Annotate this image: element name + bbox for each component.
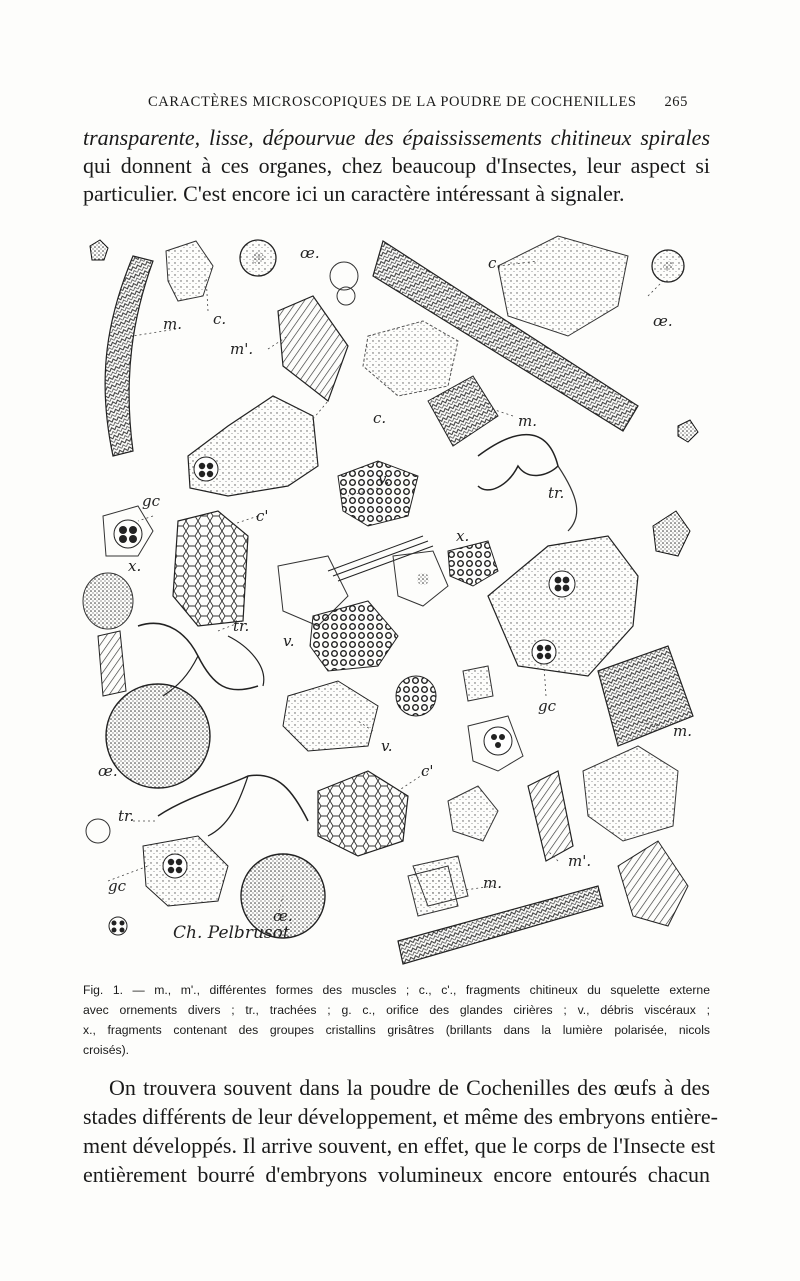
- intro-line-2: qui donnent à ces organes, chez beaucoup d'Insectes, leur aspect si: [83, 153, 710, 178]
- large-chitin-plate-with-glands: [488, 536, 638, 676]
- label-m-prime-1: m'.: [230, 340, 254, 358]
- crystal-fragment-x-left: [83, 573, 133, 629]
- gland-gc-left: [103, 506, 153, 556]
- body-line-2: stades différents de leur développement, et même des embryons entière-: [83, 1104, 718, 1129]
- label-c-1: c.: [213, 310, 227, 328]
- label-tr-1: tr.: [548, 484, 565, 502]
- label-m-prime-2: m'.: [568, 852, 592, 870]
- figure-caption: [83, 980, 710, 1060]
- label-c-prime-2: c': [421, 762, 434, 780]
- muscle-fragment-m-prime-lower: [528, 771, 573, 861]
- chitin-fragment-c-top-right: [498, 236, 628, 336]
- caption-line-1: Fig. 1. — m., m'., différentes formes des muscles ; c., c'., fragments chitineux du squelette externe: [83, 983, 710, 997]
- label-v-3: v.: [381, 737, 393, 755]
- label-x-1: x.: [456, 527, 470, 545]
- egg-oe-large: [106, 684, 210, 788]
- visceral-debris-v-center: [283, 601, 398, 751]
- small-dark-particle: [90, 240, 108, 260]
- egg-oe-right: [652, 250, 684, 282]
- egg-oe-right-lower: [484, 727, 512, 755]
- chitin-fragment-c-center: [363, 321, 458, 396]
- chitin-fragment-c-1: [166, 241, 213, 301]
- muscle-fragment-m-prime: [278, 296, 348, 401]
- label-oe-3: œ.: [98, 762, 118, 780]
- artist-signature: Ch. Pelbrusot: [173, 923, 290, 943]
- honeycomb-fragment: [396, 676, 436, 716]
- caption-line-4: croisés).: [83, 1043, 130, 1057]
- intro-line-3: particulier. C'est encore ici un caractère intéressant à signaler.: [83, 181, 625, 206]
- label-m-1: m.: [163, 315, 182, 333]
- label-oe-2: œ.: [653, 312, 673, 330]
- body-line-1: On trouvera souvent dans la poudre de Cochenilles des œufs à des: [109, 1075, 710, 1100]
- label-c-prime-1: c': [256, 507, 269, 525]
- label-m-4: m.: [483, 874, 502, 892]
- label-x-2: x.: [128, 557, 142, 575]
- egg-oe-top: [240, 240, 358, 305]
- dark-particle-far-right: [653, 511, 690, 556]
- label-v-2: v.: [283, 632, 295, 650]
- caption-line-3: x., fragments contenant des groupes cristallins grisâtres (brillants dans la lumière polarisée, nicols: [83, 1023, 710, 1037]
- dark-particle-right: [678, 420, 698, 442]
- label-gc-3: gc: [108, 877, 127, 895]
- label-oe-1: œ.: [300, 244, 320, 262]
- body-paragraph: [83, 1073, 718, 1189]
- label-gc-1: gc: [142, 492, 161, 510]
- label-c-2: c.: [373, 409, 387, 427]
- muscle-fibers-thin: [328, 536, 433, 581]
- body-line-3: ment développés. Il arrive souvent, en effet, que le corps de l'Insecte est: [83, 1133, 716, 1158]
- label-tr-2: tr.: [233, 617, 250, 635]
- page-number: 265: [664, 94, 688, 110]
- chitin-fragment-with-gland-gc: [188, 396, 318, 496]
- trachea-tr-right: [478, 435, 577, 531]
- intro-paragraph: [83, 124, 710, 208]
- label-m-3: m.: [673, 722, 692, 740]
- small-fragments-mid: [463, 666, 523, 771]
- microscopy-illustration: [78, 226, 708, 966]
- label-c-3: c.: [488, 254, 502, 272]
- label-oe-4: œ.: [273, 907, 293, 925]
- caption-line-2: avec ornements divers ; tr., trachées ; g. c., orifice des glandes cirières ; v., débris viscéraux ;: [83, 1003, 710, 1017]
- running-title: CARACTÈRES MICROSCOPIQUES DE LA POUDRE DE COCHENILLES: [148, 94, 637, 110]
- gland-gc-lower: [109, 836, 228, 935]
- body-line-4: entièrement bourré d'embryons volumineux encore entourés chacun: [83, 1162, 710, 1187]
- label-tr-3: tr.: [118, 807, 135, 825]
- intro-line-1: transparente, lisse, dépourvue des épaississements chitineux spirales: [83, 125, 710, 150]
- label-m-2: m.: [518, 412, 537, 430]
- muscle-fragment-m-curved: [105, 256, 153, 456]
- muscle-small-left: [98, 631, 126, 696]
- label-gc-2: gc: [538, 697, 557, 715]
- chitin-fragment-c-prime-lower: [318, 771, 408, 856]
- chitin-fragment-c-prime-cells: [173, 511, 248, 626]
- label-v-1: v.: [378, 470, 390, 488]
- crystal-fragment-x-mid: [448, 541, 498, 586]
